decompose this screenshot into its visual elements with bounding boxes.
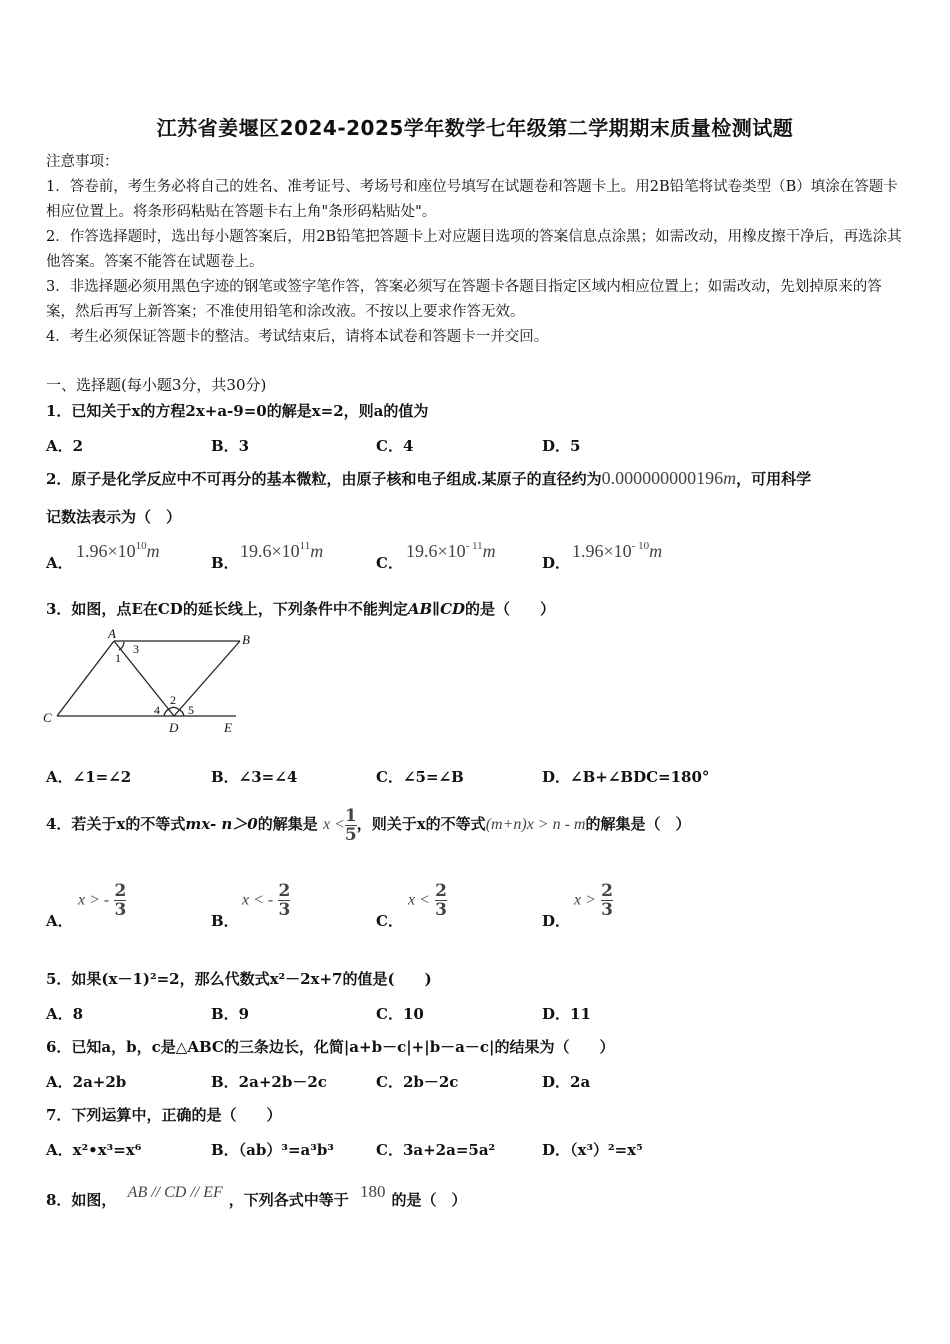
option-b: B． bbox=[211, 554, 239, 572]
option-d: D．5 bbox=[542, 437, 581, 455]
option-c: C． bbox=[376, 554, 403, 572]
option-d: D．∠B+∠BDC=180° bbox=[542, 768, 710, 786]
option-c: C．10 bbox=[376, 1005, 424, 1023]
figure-angle-1: 1 bbox=[115, 651, 121, 665]
question-3-figure bbox=[40, 626, 260, 738]
option-a-math: x > - $\frac{2}{3}$ bbox=[78, 881, 127, 920]
question-3-options bbox=[46, 766, 906, 794]
question-2 bbox=[46, 467, 811, 490]
section-heading: 一、选择题(每小题3分，共30分) bbox=[46, 376, 267, 394]
question-3 bbox=[46, 598, 555, 620]
question-5: 5．如果(x－1)²=2，那么代数式x²－2x+7的值是( ) bbox=[46, 970, 432, 988]
page-title: 江苏省姜堰区2024-2025学年数学七年级第二学期期末质量检测试题 bbox=[156, 116, 794, 140]
notice-item-4: 4．考生必须保证答题卡的整洁。考试结束后，请将本试卷和答题卡一并交回。 bbox=[46, 329, 549, 345]
question-2-options bbox=[46, 540, 906, 574]
question-1: 1．已知关于x的方程2x+a-9=0的解是x=2，则a的值为 bbox=[46, 402, 429, 420]
option-a: A．x²•x³=x⁶ bbox=[46, 1141, 142, 1159]
question-4-expr: mx- n＞0 bbox=[185, 815, 258, 833]
figure-angle-2: 2 bbox=[170, 693, 176, 707]
option-d: D． bbox=[542, 912, 571, 930]
figure-point-b: B bbox=[242, 632, 250, 647]
figure-angle-5: 5 bbox=[188, 703, 194, 717]
option-d: D．2a bbox=[542, 1073, 591, 1091]
question-8-text: 8．如图， bbox=[46, 1191, 117, 1209]
option-c-math: $19.6\times 10^{- 11}m$ bbox=[406, 540, 496, 561]
question-3-text: 3．如图，点E在CD的延长线上，下列条件中不能判定 bbox=[46, 600, 408, 618]
figure-angle-3: 3 bbox=[133, 642, 139, 656]
question-4-condition-fraction: $\frac{1}{5}$ bbox=[344, 805, 357, 845]
question-8 bbox=[46, 1174, 467, 1218]
notice-item-3: 3．非选择题必须用黑色字迹的钢笔或签字笔作答，答案必须写在答题卡各题目指定区域内相应位置上；如需改动，先划掉原来的答案，然后再写上新答案；不准使用铅笔和涂改液。不按以上要求作答无效。 bbox=[46, 279, 882, 320]
question-8-number: 180 bbox=[360, 1182, 386, 1201]
question-4-text-c: ，则关于x的不等式 bbox=[356, 815, 486, 833]
question-1-options bbox=[46, 435, 906, 463]
option-a: A． bbox=[46, 912, 73, 930]
question-2-text-tail: ，可用科学 bbox=[736, 470, 812, 488]
option-b-math: $19.6\times 10^{11}m$ bbox=[240, 540, 324, 561]
option-c: C．2b－2c bbox=[376, 1073, 459, 1091]
question-2-line-2: 记数法表示为（ ） bbox=[46, 508, 182, 526]
question-8-expr: AB // CD // EF bbox=[127, 1184, 223, 1201]
option-d-math: $1.96\times 10^{- 10}m$ bbox=[572, 540, 663, 561]
question-6: 6．已知a，b，c是△ABC的三条边长，化简|a+b－c|+|b－a－c|的结果为（ ） bbox=[46, 1038, 615, 1056]
question-4-inequality: (m+n)x > n - m bbox=[485, 816, 586, 833]
question-8-text-b: ，下列各式中等于 bbox=[228, 1191, 349, 1209]
option-c: C．4 bbox=[376, 437, 414, 455]
question-4-options bbox=[46, 882, 906, 932]
option-b: B．9 bbox=[211, 1005, 250, 1023]
question-4-text: 4．若关于x的不等式 bbox=[46, 815, 186, 833]
question-4-condition: x < bbox=[322, 816, 345, 833]
option-d: D．（x³）²=x⁵ bbox=[542, 1141, 643, 1159]
figure-point-d: D bbox=[169, 720, 179, 735]
option-a: A．2a+2b bbox=[46, 1073, 127, 1091]
option-b: B． bbox=[211, 912, 239, 930]
option-b: B．3 bbox=[211, 437, 250, 455]
option-a-math: $1.96\times 10^{10}m$ bbox=[76, 540, 160, 561]
option-b: B．（ab）³=a³b³ bbox=[211, 1141, 334, 1159]
notice-item-2: 2．作答选择题时，选出每小题答案后，用2B铅笔把答题卡上对应题目选项的答案信息点涂黑；如需改动，用橡皮擦干净后，再选涂其他答案。答案不能答在试题卷上。 bbox=[46, 229, 902, 270]
notice-item-1: 1．答卷前，考生务必将自己的姓名、准考证号、考场号和座位号填写在试题卷和答题卡上。用2B铅笔将试卷类型（B）填涂在答题卡相应位置上。将条形码粘贴在答题卡右上角"条形码粘贴处"。 bbox=[46, 179, 898, 220]
figure-point-a: A bbox=[108, 626, 116, 641]
option-c: C． bbox=[376, 912, 403, 930]
question-6-options bbox=[46, 1071, 906, 1099]
figure-angle-4: 4 bbox=[154, 703, 160, 717]
option-d-math: x > $\frac{2}{3}$ bbox=[574, 881, 613, 920]
question-8-text-c: 的是（ ） bbox=[391, 1191, 467, 1209]
question-4-text-d: 的解集是（ ） bbox=[585, 815, 691, 833]
option-c: C．∠5=∠B bbox=[376, 768, 464, 786]
question-2-value: 0.000000000196m bbox=[601, 468, 737, 488]
option-a: A．8 bbox=[46, 1005, 84, 1023]
option-a: A．2 bbox=[46, 437, 84, 455]
option-b-math: x < - $\frac{2}{3}$ bbox=[242, 881, 291, 920]
figure-point-c: C bbox=[43, 710, 52, 725]
figure-point-e: E bbox=[224, 720, 232, 735]
option-a: A． bbox=[46, 554, 73, 572]
question-2-text: 2．原子是化学反应中不可再分的基本微粒，由原子核和电子组成.某原子的直径约为 bbox=[46, 470, 602, 488]
question-5-options bbox=[46, 1003, 906, 1031]
option-d: D． bbox=[542, 554, 571, 572]
question-3-expr: AB∥CD bbox=[407, 600, 466, 618]
question-3-tail: 的是（ ） bbox=[465, 600, 556, 618]
option-d: D．11 bbox=[542, 1005, 591, 1023]
question-7-options bbox=[46, 1139, 906, 1167]
option-b: B．2a+2b－2c bbox=[211, 1073, 327, 1091]
question-4-text-b: 的解集是 bbox=[257, 815, 318, 833]
option-b: B．∠3=∠4 bbox=[211, 768, 298, 786]
option-a: A．∠1=∠2 bbox=[46, 768, 132, 786]
question-7: 7．下列运算中，正确的是（ ） bbox=[46, 1106, 282, 1124]
option-c: C．3a+2a=5a² bbox=[376, 1141, 496, 1159]
option-c-math: x < $\frac{2}{3}$ bbox=[408, 881, 447, 920]
question-4 bbox=[46, 800, 691, 848]
notice-heading: 注意事项： bbox=[46, 154, 119, 170]
